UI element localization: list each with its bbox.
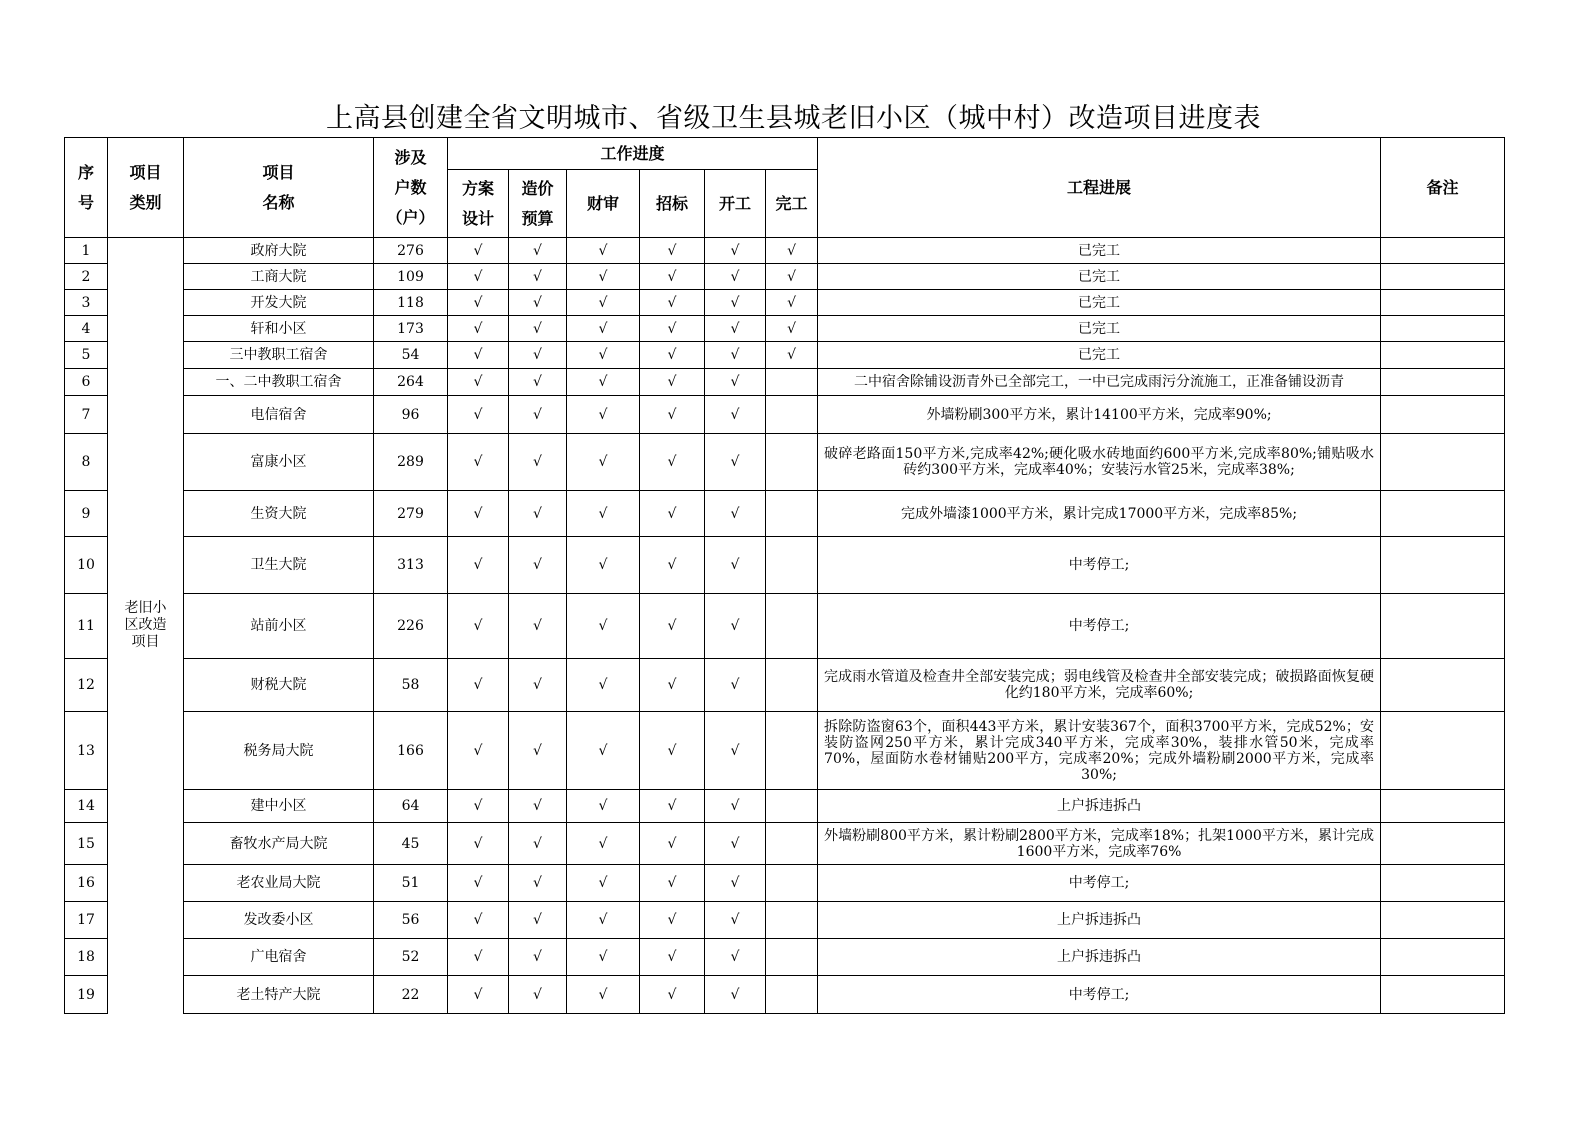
start-check: √ (705, 537, 766, 594)
project-name-cell: 财税大院 (184, 659, 374, 712)
plan-design-check: √ (448, 976, 509, 1014)
plan-design-check: √ (448, 865, 509, 902)
households-cell: 173 (374, 316, 448, 342)
project-name-cell: 税务局大院 (184, 712, 374, 790)
project-name-cell: 老土特产大院 (184, 976, 374, 1014)
bidding-check: √ (640, 238, 705, 264)
table-row (65, 939, 1505, 976)
complete-check (766, 902, 818, 939)
households-cell: 276 (374, 238, 448, 264)
plan-design-check: √ (448, 342, 509, 369)
start-check: √ (705, 316, 766, 342)
cost-budget-check: √ (509, 902, 567, 939)
bidding-check: √ (640, 865, 705, 902)
finance-audit-check: √ (567, 865, 640, 902)
bidding-check: √ (640, 902, 705, 939)
seq-cell: 17 (65, 902, 108, 939)
finance-audit-check: √ (567, 290, 640, 316)
cost-budget-check: √ (509, 823, 567, 865)
finance-audit-check: √ (567, 316, 640, 342)
finance-audit-check: √ (567, 659, 640, 712)
engineering-progress-cell: 破碎老路面150平方米,完成率42%;硬化吸水砖地面约600平方米,完成率80%;铺贴吸水砖约300平方米，完成率40%；安装污水管25米，完成率38%; (818, 434, 1381, 491)
start-check: √ (705, 290, 766, 316)
households-cell: 279 (374, 491, 448, 537)
project-name-cell: 富康小区 (184, 434, 374, 491)
cost-budget-check: √ (509, 790, 567, 823)
cost-budget-check: √ (509, 659, 567, 712)
seq-cell: 4 (65, 316, 108, 342)
project-name-cell: 工商大院 (184, 264, 374, 290)
remark-cell (1381, 316, 1505, 342)
plan-design-check: √ (448, 434, 509, 491)
seq-cell: 10 (65, 537, 108, 594)
seq-cell: 8 (65, 434, 108, 491)
table-row (65, 976, 1505, 1014)
header-plan-design: 方案 设计 (448, 170, 509, 238)
seq-cell: 5 (65, 342, 108, 369)
households-cell: 54 (374, 342, 448, 369)
engineering-progress-cell: 完成雨水管道及检查井全部安装完成；弱电线管及检查井全部安装完成；破损路面恢复硬化约180平方米，完成率60%; (818, 659, 1381, 712)
cost-budget-check: √ (509, 712, 567, 790)
table-row (65, 537, 1505, 594)
bidding-check: √ (640, 537, 705, 594)
table-row (65, 491, 1505, 537)
seq-cell: 3 (65, 290, 108, 316)
remark-cell (1381, 396, 1505, 434)
households-cell: 264 (374, 369, 448, 396)
households-cell: 58 (374, 659, 448, 712)
remark-cell (1381, 902, 1505, 939)
remark-cell (1381, 659, 1505, 712)
seq-cell: 19 (65, 976, 108, 1014)
project-name-cell: 轩和小区 (184, 316, 374, 342)
plan-design-check: √ (448, 290, 509, 316)
project-name-cell: 政府大院 (184, 238, 374, 264)
cost-budget-check: √ (509, 396, 567, 434)
table-row (65, 369, 1505, 396)
start-check: √ (705, 396, 766, 434)
start-check: √ (705, 939, 766, 976)
cost-budget-check: √ (509, 939, 567, 976)
engineering-progress-cell: 已完工 (818, 342, 1381, 369)
remark-cell (1381, 594, 1505, 659)
cost-budget-check: √ (509, 434, 567, 491)
header-category: 项目 类别 (108, 138, 184, 238)
households-cell: 52 (374, 939, 448, 976)
header-finance-audit: 财审 (567, 170, 640, 238)
project-name-cell: 广电宿舍 (184, 939, 374, 976)
complete-check (766, 939, 818, 976)
table-row (65, 342, 1505, 369)
plan-design-check: √ (448, 396, 509, 434)
engineering-progress-cell: 拆除防盗窗63个，面积443平方米，累计安装367个，面积3700平方米，完成52%；安装防盗网250平方米，累计完成340平方米，完成率30%，装排水管50米，完成率70%，屋面防水卷材铺贴200平方，完成率20%；完成外墙粉刷2000平方米，完成率30%; (818, 712, 1381, 790)
finance-audit-check: √ (567, 976, 640, 1014)
finance-audit-check: √ (567, 396, 640, 434)
bidding-check: √ (640, 712, 705, 790)
start-check: √ (705, 491, 766, 537)
households-cell: 64 (374, 790, 448, 823)
remark-cell (1381, 823, 1505, 865)
engineering-progress-cell: 已完工 (818, 264, 1381, 290)
start-check: √ (705, 976, 766, 1014)
cost-budget-check: √ (509, 865, 567, 902)
project-name-cell: 一、二中教职工宿舍 (184, 369, 374, 396)
header-cost-budget: 造价 预算 (509, 170, 567, 238)
header-work-progress: 工作进度 (448, 138, 818, 170)
finance-audit-check: √ (567, 238, 640, 264)
cost-budget-check: √ (509, 594, 567, 659)
finance-audit-check: √ (567, 342, 640, 369)
bidding-check: √ (640, 939, 705, 976)
households-cell: 96 (374, 396, 448, 434)
engineering-progress-cell: 外墙粉刷800平方米，累计粉刷2800平方米，完成率18%；扎架1000平方米，累计完成1600平方米，完成率76% (818, 823, 1381, 865)
finance-audit-check: √ (567, 902, 640, 939)
complete-check (766, 712, 818, 790)
start-check: √ (705, 902, 766, 939)
plan-design-check: √ (448, 712, 509, 790)
cost-budget-check: √ (509, 491, 567, 537)
project-name-cell: 电信宿舍 (184, 396, 374, 434)
table-row (65, 902, 1505, 939)
complete-check: √ (766, 264, 818, 290)
bidding-check: √ (640, 823, 705, 865)
bidding-check: √ (640, 396, 705, 434)
remark-cell (1381, 434, 1505, 491)
households-cell: 56 (374, 902, 448, 939)
start-check: √ (705, 264, 766, 290)
table-row (65, 264, 1505, 290)
project-name-cell: 三中教职工宿舍 (184, 342, 374, 369)
households-cell: 51 (374, 865, 448, 902)
bidding-check: √ (640, 316, 705, 342)
project-name-cell: 建中小区 (184, 790, 374, 823)
households-cell: 166 (374, 712, 448, 790)
complete-check (766, 369, 818, 396)
table-row (65, 659, 1505, 712)
remark-cell (1381, 537, 1505, 594)
engineering-progress-cell: 中考停工; (818, 865, 1381, 902)
engineering-progress-cell: 中考停工; (818, 537, 1381, 594)
complete-check: √ (766, 316, 818, 342)
header-row-1 (65, 138, 1505, 170)
complete-check: √ (766, 290, 818, 316)
plan-design-check: √ (448, 316, 509, 342)
seq-cell: 13 (65, 712, 108, 790)
plan-design-check: √ (448, 902, 509, 939)
bidding-check: √ (640, 790, 705, 823)
engineering-progress-cell: 上户拆违拆凸 (818, 902, 1381, 939)
engineering-progress-cell: 完成外墙漆1000平方米，累计完成17000平方米，完成率85%; (818, 491, 1381, 537)
start-check: √ (705, 434, 766, 491)
households-cell: 313 (374, 537, 448, 594)
table-row (65, 594, 1505, 659)
cost-budget-check: √ (509, 976, 567, 1014)
complete-check (766, 790, 818, 823)
remark-cell (1381, 290, 1505, 316)
plan-design-check: √ (448, 790, 509, 823)
bidding-check: √ (640, 290, 705, 316)
remark-cell (1381, 939, 1505, 976)
remark-cell (1381, 342, 1505, 369)
header-name: 项目 名称 (184, 138, 374, 238)
project-name-cell: 站前小区 (184, 594, 374, 659)
engineering-progress-cell: 中考停工; (818, 594, 1381, 659)
plan-design-check: √ (448, 939, 509, 976)
cost-budget-check: √ (509, 238, 567, 264)
bidding-check: √ (640, 264, 705, 290)
table-row (65, 290, 1505, 316)
start-check: √ (705, 790, 766, 823)
remark-cell (1381, 491, 1505, 537)
engineering-progress-cell: 已完工 (818, 316, 1381, 342)
plan-design-check: √ (448, 823, 509, 865)
complete-check (766, 396, 818, 434)
seq-cell: 2 (65, 264, 108, 290)
start-check: √ (705, 369, 766, 396)
seq-cell: 9 (65, 491, 108, 537)
project-name-cell: 开发大院 (184, 290, 374, 316)
engineering-progress-cell: 中考停工; (818, 976, 1381, 1014)
bidding-check: √ (640, 976, 705, 1014)
bidding-check: √ (640, 659, 705, 712)
finance-audit-check: √ (567, 491, 640, 537)
project-name-cell: 卫生大院 (184, 537, 374, 594)
start-check: √ (705, 238, 766, 264)
table-row (65, 712, 1505, 790)
complete-check (766, 491, 818, 537)
header-start: 开工 (705, 170, 766, 238)
finance-audit-check: √ (567, 434, 640, 491)
progress-table (64, 137, 1505, 1014)
plan-design-check: √ (448, 491, 509, 537)
start-check: √ (705, 659, 766, 712)
bidding-check: √ (640, 491, 705, 537)
seq-cell: 15 (65, 823, 108, 865)
remark-cell (1381, 976, 1505, 1014)
finance-audit-check: √ (567, 369, 640, 396)
cost-budget-check: √ (509, 290, 567, 316)
engineering-progress-cell: 二中宿舍除铺设沥青外已全部完工，一中已完成雨污分流施工，正准备铺设沥青 (818, 369, 1381, 396)
complete-check (766, 594, 818, 659)
header-remarks: 备注 (1381, 138, 1505, 238)
finance-audit-check: √ (567, 537, 640, 594)
complete-check (766, 976, 818, 1014)
table-row (65, 823, 1505, 865)
households-cell: 118 (374, 290, 448, 316)
complete-check (766, 823, 818, 865)
header-engineering-progress: 工程进展 (818, 138, 1381, 238)
plan-design-check: √ (448, 264, 509, 290)
header-households: 涉及 户数 （户） (374, 138, 448, 238)
finance-audit-check: √ (567, 712, 640, 790)
complete-check (766, 434, 818, 491)
remark-cell (1381, 790, 1505, 823)
bidding-check: √ (640, 369, 705, 396)
seq-cell: 11 (65, 594, 108, 659)
remark-cell (1381, 712, 1505, 790)
engineering-progress-cell: 外墙粉刷300平方米，累计14100平方米，完成率90%; (818, 396, 1381, 434)
table-row (65, 316, 1505, 342)
project-name-cell: 老农业局大院 (184, 865, 374, 902)
seq-cell: 12 (65, 659, 108, 712)
seq-cell: 16 (65, 865, 108, 902)
table-row (65, 865, 1505, 902)
header-seq: 序 号 (65, 138, 108, 238)
remark-cell (1381, 238, 1505, 264)
complete-check: √ (766, 238, 818, 264)
start-check: √ (705, 712, 766, 790)
start-check: √ (705, 594, 766, 659)
page-title: 上高县创建全省文明城市、省级卫生县城老旧小区（城中村）改造项目进度表 (326, 103, 1261, 134)
bidding-check: √ (640, 594, 705, 659)
project-name-cell: 发改委小区 (184, 902, 374, 939)
finance-audit-check: √ (567, 939, 640, 976)
start-check: √ (705, 823, 766, 865)
remark-cell (1381, 264, 1505, 290)
seq-cell: 18 (65, 939, 108, 976)
engineering-progress-cell: 已完工 (818, 238, 1381, 264)
engineering-progress-cell: 上户拆违拆凸 (818, 790, 1381, 823)
plan-design-check: √ (448, 537, 509, 594)
cost-budget-check: √ (509, 342, 567, 369)
cost-budget-check: √ (509, 369, 567, 396)
table-row (65, 790, 1505, 823)
category-cell (108, 238, 184, 1014)
category-label: 老旧小区改造项目 (124, 600, 167, 651)
remark-cell (1381, 865, 1505, 902)
finance-audit-check: √ (567, 790, 640, 823)
households-cell: 22 (374, 976, 448, 1014)
seq-cell: 1 (65, 238, 108, 264)
finance-audit-check: √ (567, 823, 640, 865)
plan-design-check: √ (448, 659, 509, 712)
complete-check: √ (766, 342, 818, 369)
complete-check (766, 537, 818, 594)
finance-audit-check: √ (567, 264, 640, 290)
project-name-cell: 畜牧水产局大院 (184, 823, 374, 865)
project-name-cell: 生资大院 (184, 491, 374, 537)
households-cell: 109 (374, 264, 448, 290)
start-check: √ (705, 865, 766, 902)
plan-design-check: √ (448, 594, 509, 659)
bidding-check: √ (640, 342, 705, 369)
seq-cell: 14 (65, 790, 108, 823)
table-row (65, 434, 1505, 491)
start-check: √ (705, 342, 766, 369)
header-bidding: 招标 (640, 170, 705, 238)
engineering-progress-cell: 已完工 (818, 290, 1381, 316)
households-cell: 289 (374, 434, 448, 491)
plan-design-check: √ (448, 238, 509, 264)
remark-cell (1381, 369, 1505, 396)
complete-check (766, 659, 818, 712)
complete-check (766, 865, 818, 902)
finance-audit-check: √ (567, 594, 640, 659)
table-row (65, 238, 1505, 264)
cost-budget-check: √ (509, 537, 567, 594)
bidding-check: √ (640, 434, 705, 491)
households-cell: 45 (374, 823, 448, 865)
plan-design-check: √ (448, 369, 509, 396)
households-cell: 226 (374, 594, 448, 659)
table-row (65, 396, 1505, 434)
seq-cell: 7 (65, 396, 108, 434)
header-complete: 完工 (766, 170, 818, 238)
seq-cell: 6 (65, 369, 108, 396)
cost-budget-check: √ (509, 264, 567, 290)
cost-budget-check: √ (509, 316, 567, 342)
engineering-progress-cell: 上户拆违拆凸 (818, 939, 1381, 976)
